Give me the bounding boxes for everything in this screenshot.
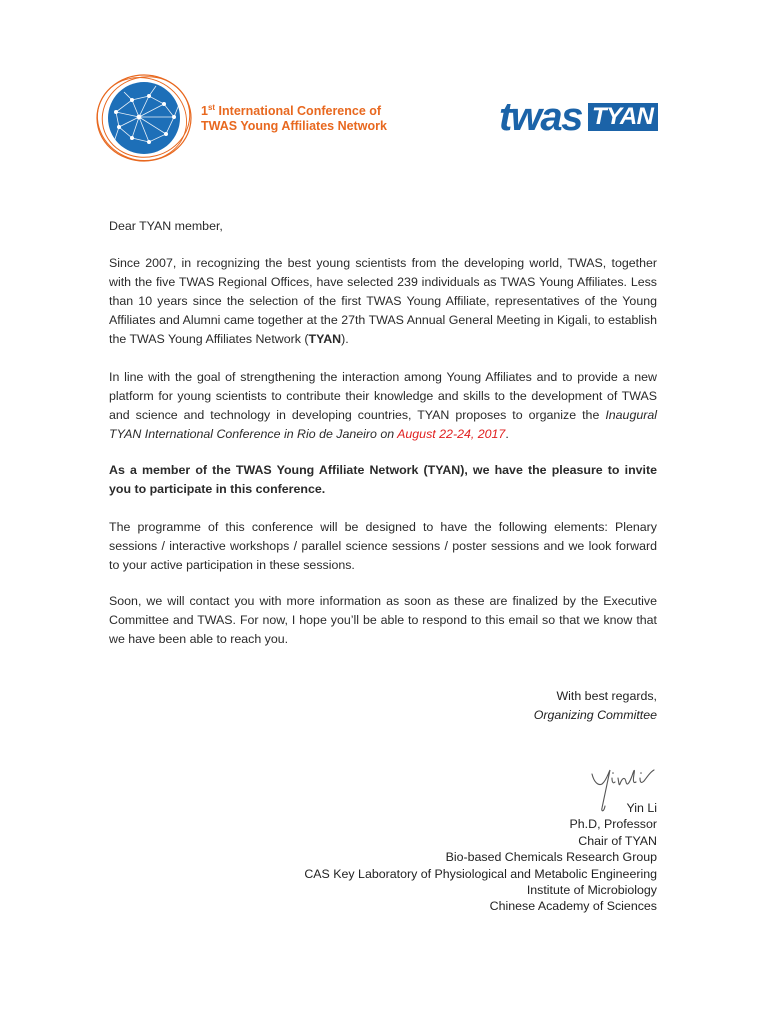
- conference-date: August 22-24, 2017: [397, 426, 506, 441]
- signatory-name: Yin Li: [626, 801, 657, 815]
- paragraph-programme: The programme of this conference will be designed to have the following elements: Plenary sessions / interactive workshops / parallel science sessions / poster sessions and we look forward to your active participation in these sessions.: [109, 520, 657, 572]
- signatory-lab: CAS Key Laboratory of Physiological and Metabolic Engineering: [304, 866, 657, 881]
- signatory-institute: Institute of Microbiology: [526, 883, 657, 898]
- paragraph-history: Since 2007, in recognizing the best young scientists from the developing world, TWAS, together with the five TWAS Regional Offices, have selected 239 individuals as TWAS Young Affiliates. Less than 10 years since the selection of the first TWAS Young Affiliate, representatives of the Young Affiliates and Alumni came together at the 27th TWAS Annual General Meeting in Kigali, to establish the TWAS Young Affiliates Network (TYAN).: [109, 256, 657, 346]
- twas-wordmark: twas: [499, 95, 582, 139]
- signatory-group: Bio-based Chemicals Research Group: [445, 850, 657, 865]
- signatory-role: Chair of TYAN: [578, 833, 657, 848]
- conference-title: 1st International Conference of TWAS Young Affiliates Network: [201, 103, 387, 134]
- signatory-academy: Chinese Academy of Sciences: [489, 899, 657, 914]
- conference-globe-logo: [94, 72, 194, 164]
- signature-block: [304, 800, 657, 915]
- closing: With best regards, Organizing Committee: [533, 689, 657, 722]
- paragraph-invitation: As a member of the TWAS Young Affiliate Network (TYAN), we have the pleasure to invite you to participate in this conference.: [109, 463, 657, 496]
- tyan-wordmark: TYAN: [588, 103, 658, 131]
- twas-tyan-logo: [499, 97, 658, 137]
- salutation: Dear TYAN member,: [109, 219, 223, 233]
- paragraph-next-steps: Soon, we will contact you with more information as soon as these are finalized by the Executive Committee and TWAS. For now, I hope you’ll be able to respond to this email so that we know that we have been able to reach you.: [109, 594, 657, 646]
- paragraph-conference-proposal: In line with the goal of strengthening the interaction among Young Affiliates and to provide a new platform for young scientists to contribute their knowledge and skills to the development of TWAS and science and technology in developing countries, TYAN proposes to organize the Inaugural TYAN International Conference in Rio de Janeiro on August 22-24, 2017.: [109, 370, 657, 441]
- signatory-title: Ph.D, Professor: [569, 817, 657, 832]
